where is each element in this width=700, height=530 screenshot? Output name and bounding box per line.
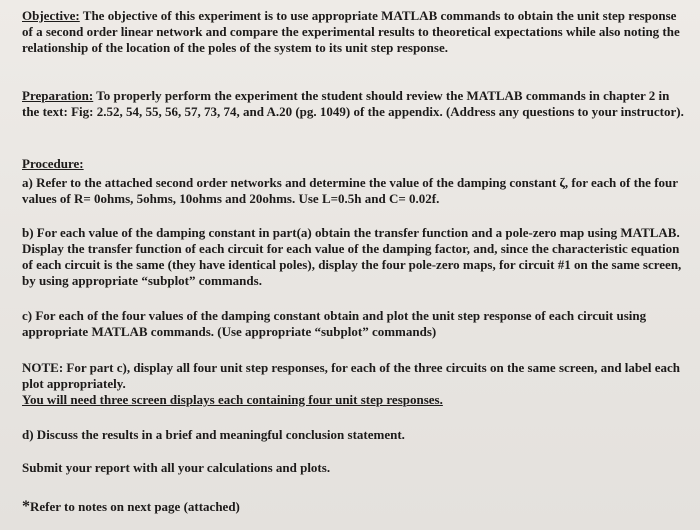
preparation-heading: Preparation: [22, 88, 94, 103]
objective-text: The objective of this experiment is to use appropriate MATLAB commands to obtain the unit step response of a second order linear network and compare the experimental results to theoretical expectations while also noting the relationship of the location of the poles of the system to its unit step response. [22, 8, 680, 55]
procedure-step-c: c) For each of the four values of the damping constant obtain and plot the unit step response of each circuit using appropriate MATLAB commands. (Use appropriate “subplot” commands) [22, 308, 647, 339]
procedure-step-a: a) Refer to the attached second order networks and determine the value of the damping constant ζ, for each of the four values of R= 0ohms, 5ohms, 10ohms and 20ohms. Use L=0.5h and C= 0.02f. [22, 175, 678, 206]
refer-note [22, 499, 684, 515]
note-text: NOTE: For part c), display all four unit step responses, for each of the three circuits on the same screen, and label each plot appropriately. [22, 360, 681, 391]
asterisk-mark: * [22, 498, 30, 515]
objective-heading: Objective: [22, 8, 80, 23]
procedure-step-b: b) For each value of the damping constant in part(a) obtain the transfer function and a pole-zero map using MATLAB. Display the transfer function of each circuit for each value of the damping factor, and, since the characteristic equation of each circuit is the same (they have identical poles), display the four pole-zero maps, for circuit #1 on the same screen, by using appropriate “subplot” commands. [22, 225, 682, 288]
preparation-paragraph [22, 88, 684, 120]
procedure-heading: Procedure: [22, 156, 84, 171]
submit-instruction: Submit your report with all your calculations and plots. [22, 460, 331, 475]
objective-paragraph [22, 8, 684, 56]
refer-text: Refer to notes on next page (attached) [30, 499, 240, 514]
preparation-text: To properly perform the experiment the student should review the MATLAB commands in chapter 2 in the text: Fig: 2.52, 54, 55, 56, 57, 73, 74, and A.20 (pg. 1049) of the appendix. (Address any questions to your instructor). [22, 88, 684, 119]
procedure-note [22, 360, 684, 408]
procedure-step-d: d) Discuss the results in a brief and meaningful conclusion statement. [22, 427, 405, 442]
note-underlined-text: You will need three screen displays each containing four unit step responses. [22, 392, 443, 407]
